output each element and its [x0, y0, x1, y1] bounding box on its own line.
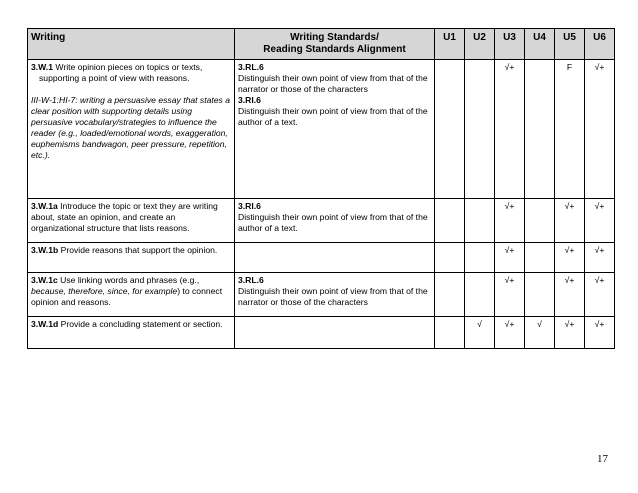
header-alignment — [235, 29, 435, 60]
unit-mark — [525, 243, 555, 273]
unit-mark — [465, 273, 495, 317]
writing-code: 3.W.1c — [31, 275, 58, 285]
alignment-cell — [235, 317, 435, 349]
unit-mark: √+ — [495, 60, 525, 199]
writing-code: 3.W.1a — [31, 201, 58, 211]
table-row — [28, 243, 615, 273]
alignment-text: Distinguish their own point of view from that of the narrator or those of the characters — [238, 286, 428, 307]
unit-mark: √+ — [585, 243, 615, 273]
unit-mark: √+ — [555, 273, 585, 317]
page-number: 17 — [597, 453, 608, 465]
alignment-code: 3.RL.6 — [238, 62, 264, 72]
unit-mark: √+ — [555, 199, 585, 243]
unit-mark — [435, 199, 465, 243]
unit-mark — [525, 273, 555, 317]
unit-mark — [465, 243, 495, 273]
table-row — [28, 273, 615, 317]
unit-mark — [525, 60, 555, 199]
unit-mark — [435, 60, 465, 199]
unit-mark — [435, 317, 465, 349]
unit-mark: √+ — [495, 243, 525, 273]
writing-supplement: III-W-1:HI-7: writing a persuasive essay that states a clear position with supporting details using persuasive vocabulary/strategies to influence the reader (e.g., loaded/emotional words, exaggeration, euphemisms bandwagon, peer pressure, repetition, etc.). — [31, 95, 231, 160]
alignment-code: 3.RI.6 — [238, 95, 261, 105]
alignment-cell — [235, 60, 435, 199]
alignment-text: Distinguish their own point of view from that of the narrator or those of the characters — [238, 73, 428, 94]
alignment-code: 3.RI.6 — [238, 201, 261, 211]
writing-text: Use linking words and phrases (e.g., — [57, 275, 200, 285]
writing-text: Provide a concluding statement or section. — [58, 319, 223, 329]
writing-standard-cell — [28, 60, 235, 199]
unit-mark — [435, 243, 465, 273]
standards-alignment-table — [27, 28, 615, 349]
writing-standard-cell — [28, 317, 235, 349]
alignment-code: 3.RL.6 — [238, 275, 264, 285]
writing-standard-cell — [28, 273, 235, 317]
writing-code: 3.W.1d — [31, 319, 59, 329]
writing-text: Write opinion pieces on topics or texts, — [52, 62, 203, 72]
writing-code: 3.W.1b — [31, 245, 59, 255]
header-unit-3: U3 — [495, 29, 525, 60]
unit-mark — [465, 199, 495, 243]
header-unit-1: U1 — [435, 29, 465, 60]
unit-mark: √ — [525, 317, 555, 349]
writing-text: Introduce the topic or text they are writing about, state an opinion, and create an organizational structure that lists reasons. — [31, 201, 218, 233]
header-writing: Writing — [28, 29, 235, 60]
writing-italic-examples: because, therefore, since, for example — [31, 286, 178, 296]
header-unit-5: U5 — [555, 29, 585, 60]
writing-standard-cell — [28, 199, 235, 243]
unit-mark: √+ — [495, 199, 525, 243]
table-row — [28, 199, 615, 243]
alignment-cell — [235, 243, 435, 273]
header-unit-4: U4 — [525, 29, 555, 60]
unit-mark: √+ — [495, 317, 525, 349]
alignment-cell — [235, 273, 435, 317]
unit-mark — [435, 273, 465, 317]
header-alignment-line1: Writing Standards/ — [290, 32, 379, 43]
header-unit-2: U2 — [465, 29, 495, 60]
alignment-text: Distinguish their own point of view from that of the author of a text. — [238, 212, 428, 233]
writing-code: 3.W.1 — [31, 62, 53, 72]
alignment-text: Distinguish their own point of view from that of the author of a text. — [238, 106, 428, 127]
unit-mark: √+ — [585, 273, 615, 317]
writing-text-after: ) to connect opinion and reasons. — [31, 286, 223, 307]
unit-mark — [465, 60, 495, 199]
unit-mark: √+ — [585, 60, 615, 199]
unit-mark: √ — [465, 317, 495, 349]
table-row — [28, 317, 615, 349]
writing-text-continued: supporting a point of view with reasons. — [39, 73, 190, 83]
writing-standard-cell — [28, 243, 235, 273]
unit-mark: √+ — [585, 199, 615, 243]
header-row — [28, 29, 615, 60]
unit-mark: √+ — [555, 317, 585, 349]
header-unit-6: U6 — [585, 29, 615, 60]
table-row — [28, 60, 615, 199]
unit-mark — [525, 199, 555, 243]
unit-mark: √+ — [555, 243, 585, 273]
unit-mark: F — [555, 60, 585, 199]
writing-text: Provide reasons that support the opinion. — [58, 245, 218, 255]
unit-mark: √+ — [495, 273, 525, 317]
alignment-cell — [235, 199, 435, 243]
unit-mark: √+ — [585, 317, 615, 349]
header-alignment-line2: Reading Standards Alignment — [263, 44, 406, 55]
